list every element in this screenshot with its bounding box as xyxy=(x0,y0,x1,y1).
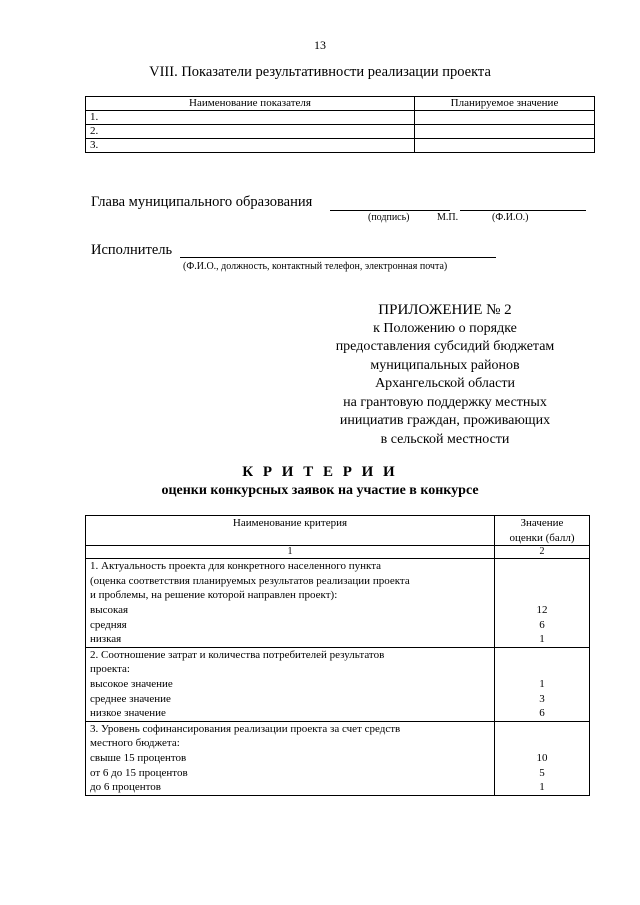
column-number-row xyxy=(86,546,590,559)
executor-caption: (Ф.И.О., должность, контактный телефон, электронная почта) xyxy=(183,261,448,272)
indicator-value-cell xyxy=(415,139,595,153)
criteria-option-label: средняя xyxy=(90,618,127,631)
criteria-option-value: 12 xyxy=(536,603,548,616)
indicator-name-cell: 1. xyxy=(86,111,415,125)
criteria-option-label: высокое значение xyxy=(90,677,173,690)
executor-underline xyxy=(180,257,496,258)
executor-label: Исполнитель xyxy=(91,242,173,258)
indicators-table xyxy=(85,96,595,153)
indicators-header-name: Наименование показателя xyxy=(86,97,415,111)
table-row xyxy=(86,125,595,139)
criteria-section-title-line: 3. Уровень софинансирования реализации проекта за счет средств xyxy=(90,722,401,735)
criteria-option-label: среднее значение xyxy=(90,692,171,705)
indicator-name-cell: 2. xyxy=(86,125,415,139)
appendix-line: инициатив граждан, проживающих xyxy=(339,413,551,428)
appendix-title: ПРИЛОЖЕНИЕ № 2 xyxy=(378,302,512,318)
criteria-title: К Р И Т Е Р И И xyxy=(242,464,398,480)
criteria-section xyxy=(86,721,590,795)
criteria-section-title-line: и проблемы, на решение которой направлен проект): xyxy=(90,589,338,602)
appendix-line: Архангельской области xyxy=(375,376,515,391)
criteria-section-title-line: местного бюджета: xyxy=(90,737,180,750)
indicators-header-row xyxy=(86,97,595,111)
signature-underline xyxy=(330,210,450,211)
criteria-section-name xyxy=(86,647,495,721)
criteria-header-value-line: оценки (балл) xyxy=(509,531,575,544)
criteria-section-name xyxy=(86,721,495,795)
indicator-value-cell xyxy=(415,125,595,139)
indicator-name-cell: 3. xyxy=(86,139,415,153)
criteria-header-value xyxy=(495,516,590,546)
criteria-option-label: низкая xyxy=(90,633,122,646)
criteria-option-label: до 6 процентов xyxy=(90,781,161,794)
criteria-section-title-line: 2. Соотношение затрат и количества потребителей результатов xyxy=(90,648,385,661)
appendix-line: предоставления субсидий бюджетам xyxy=(335,339,555,354)
appendix-line: на грантовую поддержку местных xyxy=(343,394,547,410)
criteria-section xyxy=(86,647,590,721)
appendix-line: муниципальных районов xyxy=(370,357,520,373)
criteria-option-value: 1 xyxy=(539,677,545,690)
criteria-section-name xyxy=(86,559,495,648)
criteria-table xyxy=(85,515,590,796)
fio-caption: (Ф.И.О.) xyxy=(492,212,529,223)
indicator-value-cell xyxy=(415,111,595,125)
criteria-heading xyxy=(0,462,640,500)
criteria-section-values xyxy=(495,647,590,721)
stamp-caption: М.П. xyxy=(437,212,459,223)
criteria-option-value: 1 xyxy=(539,781,545,794)
criteria-header-name: Наименование критерия xyxy=(86,516,495,546)
criteria-option-label: низкое значение xyxy=(90,707,166,720)
criteria-option-label: от 6 до 15 процентов xyxy=(90,766,188,779)
criteria-option-value: 10 xyxy=(536,751,548,764)
criteria-option-label: высокая xyxy=(90,603,129,616)
criteria-option-label: свыше 15 процентов xyxy=(90,751,187,764)
criteria-section-title-line: 1. Актуальность проекта для конкретного населенного пункта xyxy=(90,560,382,573)
criteria-subtitle: оценки конкурсных заявок на участие в конкурсе xyxy=(161,483,479,498)
criteria-section-title-line: (оценка соответствия планируемых результатов реализации проекта xyxy=(90,574,410,587)
section-title: VIII. Показатели результативности реализации проекта xyxy=(149,64,491,80)
column-number: 1 xyxy=(86,546,495,559)
head-signature-label: Глава муниципального образования xyxy=(91,194,313,210)
criteria-header-value-line: Значение xyxy=(520,517,564,529)
appendix-line: к Положению о порядке xyxy=(373,320,517,336)
criteria-option-value: 1 xyxy=(539,633,545,646)
criteria-header-row xyxy=(86,516,590,546)
column-number: 2 xyxy=(495,546,590,559)
table-row xyxy=(86,139,595,153)
criteria-option-value: 5 xyxy=(539,766,545,779)
criteria-option-value: 6 xyxy=(539,618,545,631)
criteria-section-values xyxy=(495,559,590,648)
appendix-line: в сельской местности xyxy=(380,431,510,447)
signature-caption: (подпись) xyxy=(368,212,410,223)
criteria-section-title-line: проекта: xyxy=(90,663,130,676)
name-underline xyxy=(460,210,586,211)
page-number: 13 xyxy=(314,38,326,52)
criteria-section xyxy=(86,559,590,648)
criteria-section-values xyxy=(495,721,590,795)
criteria-option-value: 6 xyxy=(539,707,545,720)
table-row xyxy=(86,111,595,125)
appendix-block xyxy=(295,301,595,449)
indicators-header-value: Планируемое значение xyxy=(415,97,595,111)
criteria-option-value: 3 xyxy=(539,692,545,705)
